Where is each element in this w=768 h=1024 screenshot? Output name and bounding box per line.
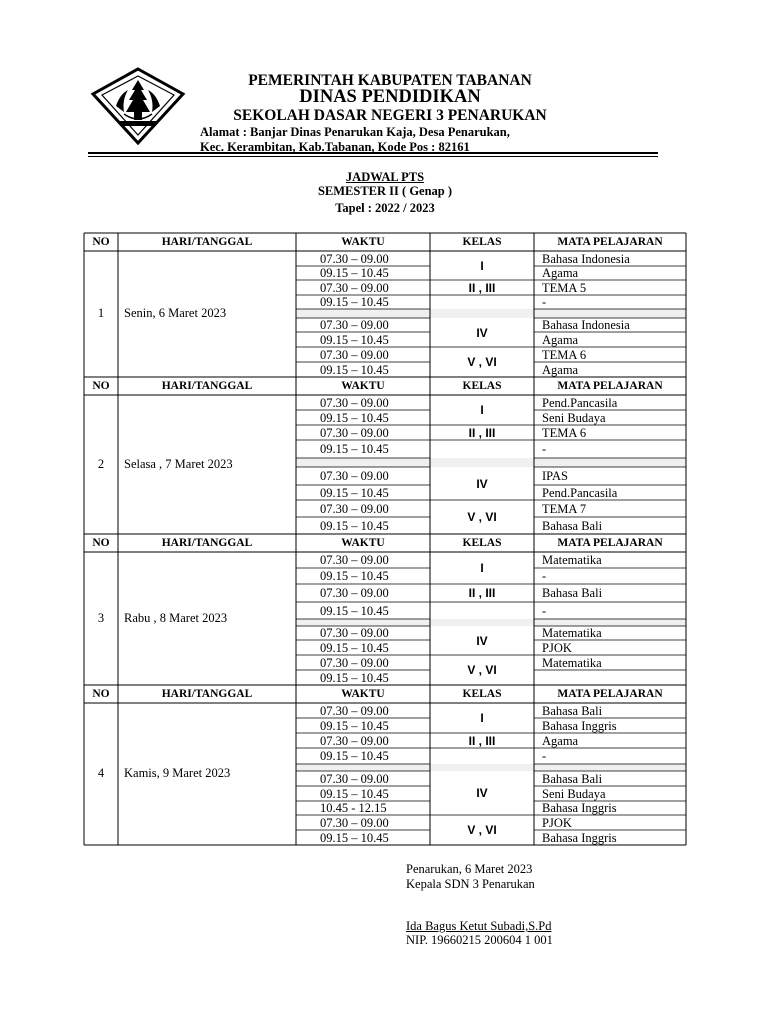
time-cell: 07.30 – 09.00 [320, 815, 389, 830]
class-cell: IV [476, 476, 488, 491]
day-date: Senin, 6 Maret 2023 [124, 306, 227, 320]
header-mata-pelajaran: MATA PELAJARAN [557, 537, 663, 549]
header-mata-pelajaran: MATA PELAJARAN [557, 380, 663, 392]
table-separator-band [296, 458, 686, 467]
time-cell: 09.15 – 10.45 [320, 266, 389, 280]
time-cell: 07.30 – 09.00 [320, 501, 389, 516]
time-cell: 09.15 – 10.45 [320, 485, 389, 500]
header-no: NO [92, 537, 110, 549]
header-no: NO [92, 688, 110, 700]
school-year-label: Tapel : 2022 / 2023 [335, 201, 435, 215]
class-cell: IV [476, 786, 488, 800]
time-cell: 07.30 – 09.00 [320, 469, 389, 483]
header-hari-tanggal: HARI/TANGGAL [161, 688, 253, 700]
semester-label: SEMESTER II ( Genap ) [317, 184, 453, 198]
letterhead-government: PEMERINTAH KABUPATEN TABANAN [248, 72, 532, 89]
time-cell: 07.30 – 09.00 [320, 626, 389, 640]
time-cell: 07.30 – 09.00 [320, 586, 389, 600]
subject-cell: Agama [542, 733, 579, 748]
class-cell: V , VI [467, 663, 497, 677]
day-number: 3 [97, 610, 105, 625]
header-mata-pelajaran: MATA PELAJARAN [557, 236, 663, 248]
subject-cell: Seni Budaya [542, 786, 606, 801]
table-separator-band [296, 764, 686, 771]
subject-cell: PJOK [542, 815, 572, 830]
class-cell: II , III [468, 425, 496, 440]
day-number: 1 [97, 306, 105, 320]
day-date: Rabu , 8 Maret 2023 [124, 610, 228, 625]
time-cell: 09.15 – 10.45 [320, 362, 389, 377]
time-cell: 09.15 – 10.45 [320, 603, 389, 618]
subject-cell: TEMA 6 [542, 347, 587, 362]
day-date: Selasa , 7 Maret 2023 [124, 456, 233, 471]
address-line-1: Alamat : Banjar Dinas Penarukan Kaja, Desa Penarukan, [200, 125, 510, 139]
subject-cell: - [542, 749, 547, 763]
class-cell: V , VI [467, 510, 497, 524]
subject-cell: Matematika [542, 626, 602, 640]
class-cell: IV [476, 633, 488, 648]
time-cell: 07.30 – 09.00 [320, 733, 389, 748]
subject-cell: Matematika [542, 553, 602, 567]
time-cell: 09.15 – 10.45 [320, 442, 389, 456]
subject-cell: Pend.Pancasila [542, 485, 618, 500]
subject-cell: Pend.Pancasila [542, 395, 618, 410]
header-kelas: KELAS [462, 537, 502, 549]
signature-name: Ida Bagus Ketut Subadi,S.Pd [406, 919, 552, 933]
header-kelas: KELAS [462, 380, 502, 392]
subject-cell: Bahasa Indonesia [542, 318, 630, 332]
time-cell: 09.15 – 10.45 [320, 332, 389, 347]
subject-cell: Matematika [542, 655, 602, 670]
class-cell: I [480, 258, 484, 273]
time-cell: 09.15 – 10.45 [320, 295, 389, 309]
subject-cell: Bahasa Inggris [542, 718, 617, 733]
subject-cell: Bahasa Bali [542, 703, 603, 718]
subject-cell: Bahasa Indonesia [542, 251, 630, 266]
subject-cell: Bahasa Bali [542, 771, 603, 786]
header-kelas: KELAS [462, 688, 502, 700]
time-cell: 07.30 – 09.00 [320, 703, 389, 718]
header-hari-tanggal: HARI/TANGGAL [161, 537, 253, 549]
class-cell: II , III [468, 733, 496, 748]
class-cell: I [480, 711, 484, 725]
header-waktu: WAKTU [341, 537, 385, 549]
time-cell: 09.15 – 10.45 [320, 749, 389, 763]
subject-cell: - [542, 603, 547, 618]
signature-place-date: Penarukan, 6 Maret 2023 [406, 862, 533, 876]
subject-cell: Bahasa Inggris [542, 830, 617, 845]
time-cell: 07.30 – 09.00 [320, 347, 389, 362]
letterhead-department: DINAS PENDIDIKAN [299, 87, 481, 107]
subject-cell: - [542, 295, 547, 309]
time-cell: 09.15 – 10.45 [320, 640, 389, 655]
time-cell: 09.15 – 10.45 [320, 786, 389, 801]
header-hari-tanggal: HARI/TANGGAL [161, 236, 253, 248]
subject-cell: TEMA 5 [542, 280, 587, 295]
letterhead-school: SEKOLAH DASAR NEGERI 3 PENARUKAN [233, 107, 547, 124]
time-cell: 07.30 – 09.00 [320, 280, 389, 295]
class-cell: II , III [468, 586, 496, 600]
time-cell: 09.15 – 10.45 [320, 569, 389, 583]
time-cell: 10.45 - 12.15 [320, 801, 387, 815]
address-line-2: Kec. Kerambitan, Kab.Tabanan, Kode Pos : 82161 [200, 140, 470, 154]
subject-cell: TEMA 7 [542, 501, 587, 516]
time-cell: 07.30 – 09.00 [320, 425, 389, 440]
day-number: 2 [97, 456, 105, 471]
header-hari-tanggal: HARI/TANGGAL [161, 380, 253, 392]
table-separator-band [296, 309, 686, 318]
class-cell: I [480, 403, 484, 417]
subject-cell: Bahasa Bali [542, 586, 603, 600]
day-number: 4 [97, 766, 105, 780]
header-no: NO [92, 236, 110, 248]
subject-cell: Bahasa Bali [542, 518, 603, 533]
time-cell: 07.30 – 09.00 [320, 395, 389, 410]
document-title: JADWAL PTS [345, 170, 425, 184]
time-cell: 09.15 – 10.45 [320, 518, 389, 533]
header-mata-pelajaran: MATA PELAJARAN [557, 688, 663, 700]
class-cell: V , VI [467, 355, 497, 369]
time-cell: 07.30 – 09.00 [320, 251, 389, 266]
subject-cell: Agama [542, 266, 579, 280]
subject-cell: Agama [542, 362, 579, 377]
subject-cell: Bahasa Inggris [542, 801, 617, 815]
time-cell: 07.30 – 09.00 [320, 655, 389, 670]
time-cell: 09.15 – 10.45 [320, 830, 389, 845]
day-date: Kamis, 9 Maret 2023 [124, 766, 231, 780]
time-cell: 07.30 – 09.00 [320, 553, 389, 567]
class-cell: IV [476, 325, 488, 340]
class-cell: I [480, 561, 484, 575]
signature-position: Kepala SDN 3 Penarukan [406, 877, 535, 891]
subject-cell: TEMA 6 [542, 425, 587, 440]
class-cell: V , VI [467, 823, 497, 837]
time-cell: 09.15 – 10.45 [320, 410, 389, 425]
time-cell: 07.30 – 09.00 [320, 318, 389, 332]
header-no: NO [92, 380, 110, 392]
subject-cell: - [542, 569, 547, 583]
table-separator-band [296, 619, 686, 626]
subject-cell: - [542, 442, 547, 456]
time-cell: 09.15 – 10.45 [320, 670, 389, 685]
class-cell: II , III [468, 280, 496, 295]
subject-cell: IPAS [542, 469, 568, 483]
signature-nip: NIP. 19660215 200604 1 001 [406, 933, 553, 947]
time-cell: 07.30 – 09.00 [320, 771, 389, 786]
header-waktu: WAKTU [341, 236, 385, 248]
time-cell: 09.15 – 10.45 [320, 718, 389, 733]
header-waktu: WAKTU [341, 688, 385, 700]
header-kelas: KELAS [462, 236, 502, 248]
subject-cell: Seni Budaya [542, 410, 606, 425]
subject-cell: PJOK [542, 640, 572, 655]
header-waktu: WAKTU [341, 380, 385, 392]
subject-cell: Agama [542, 332, 579, 347]
